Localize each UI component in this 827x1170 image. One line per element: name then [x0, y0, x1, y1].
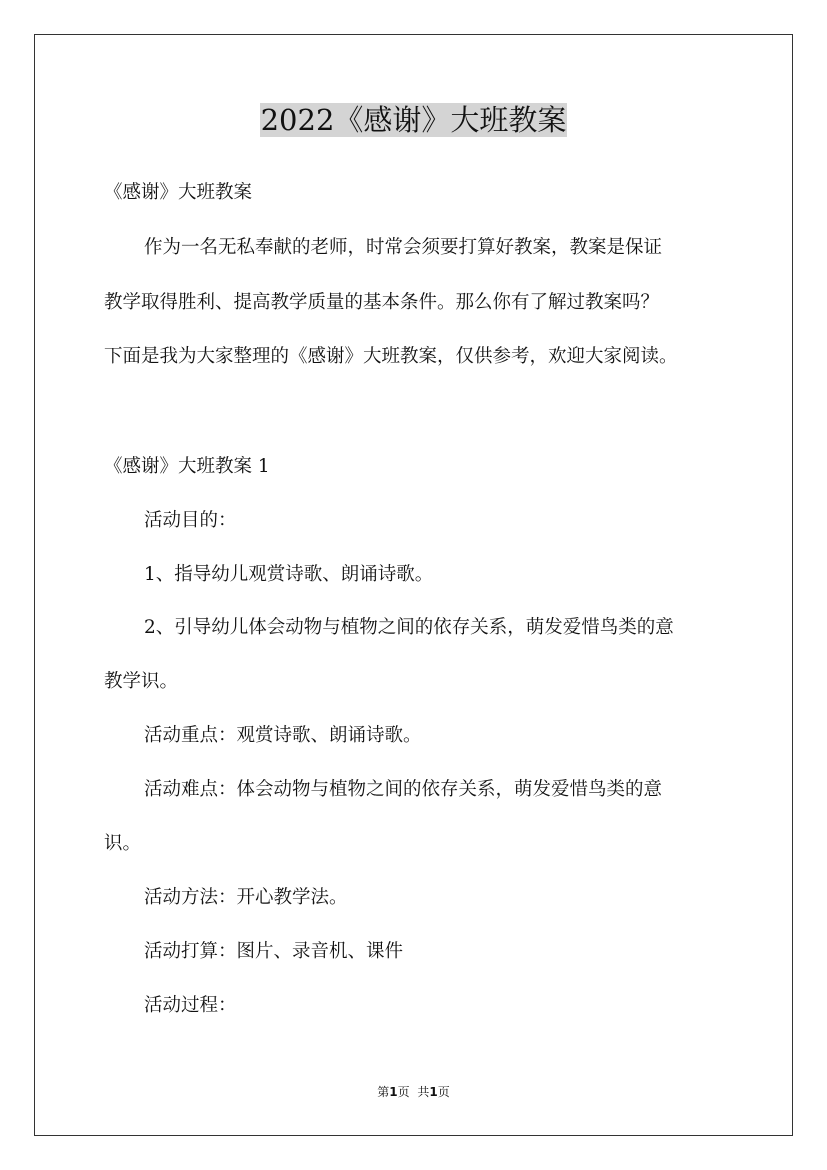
- footer-total-pages: 1: [429, 1085, 438, 1099]
- goal-item-2: 2、引导幼儿体会动物与植物之间的依存关系，萌发爱惜鸟类的意: [144, 617, 674, 638]
- footer-page-prefix: 第: [377, 1085, 390, 1099]
- section-heading: 《感谢》大班教案 1: [104, 456, 270, 477]
- activity-difficulty: 活动难点：体会动物与植物之间的依存关系，萌发爱惜鸟类的意: [144, 779, 663, 800]
- footer-total-prefix: 共: [417, 1085, 430, 1099]
- document-title-text: 2022《感谢》大班教案: [260, 103, 567, 137]
- activity-process-heading: 活动过程：: [144, 995, 237, 1016]
- document-title: [0, 100, 827, 140]
- intro-line-3: 下面是我为大家整理的《感谢》大班教案，仅供参考，欢迎大家阅读。: [104, 346, 678, 367]
- document-subtitle: 《感谢》大班教案: [104, 182, 253, 203]
- activity-preparation: 活动打算：图片、录音机、课件: [144, 941, 404, 962]
- activity-goal-heading: 活动目的：: [144, 510, 237, 531]
- activity-focus: 活动重点：观赏诗歌、朗诵诗歌。: [144, 725, 422, 746]
- intro-line-1: 作为一名无私奉献的老师，时常会须要打算好教案，教案是保证: [144, 237, 663, 258]
- intro-line-2: 教学取得胜利、提高教学质量的基本条件。那么你有了解过教案吗？: [104, 292, 660, 313]
- footer-total-suffix: 页: [437, 1085, 450, 1099]
- goal-item-2-continued: 教学识。: [104, 671, 179, 692]
- activity-method: 活动方法：开心教学法。: [144, 887, 348, 908]
- footer-page-suffix: 页: [397, 1085, 410, 1099]
- activity-difficulty-continued: 识。: [104, 833, 142, 854]
- goal-item-1: 1、指导幼儿观赏诗歌、朗诵诗歌。: [144, 564, 434, 585]
- footer-page-number: 1: [389, 1085, 398, 1099]
- page-footer: [0, 1084, 827, 1100]
